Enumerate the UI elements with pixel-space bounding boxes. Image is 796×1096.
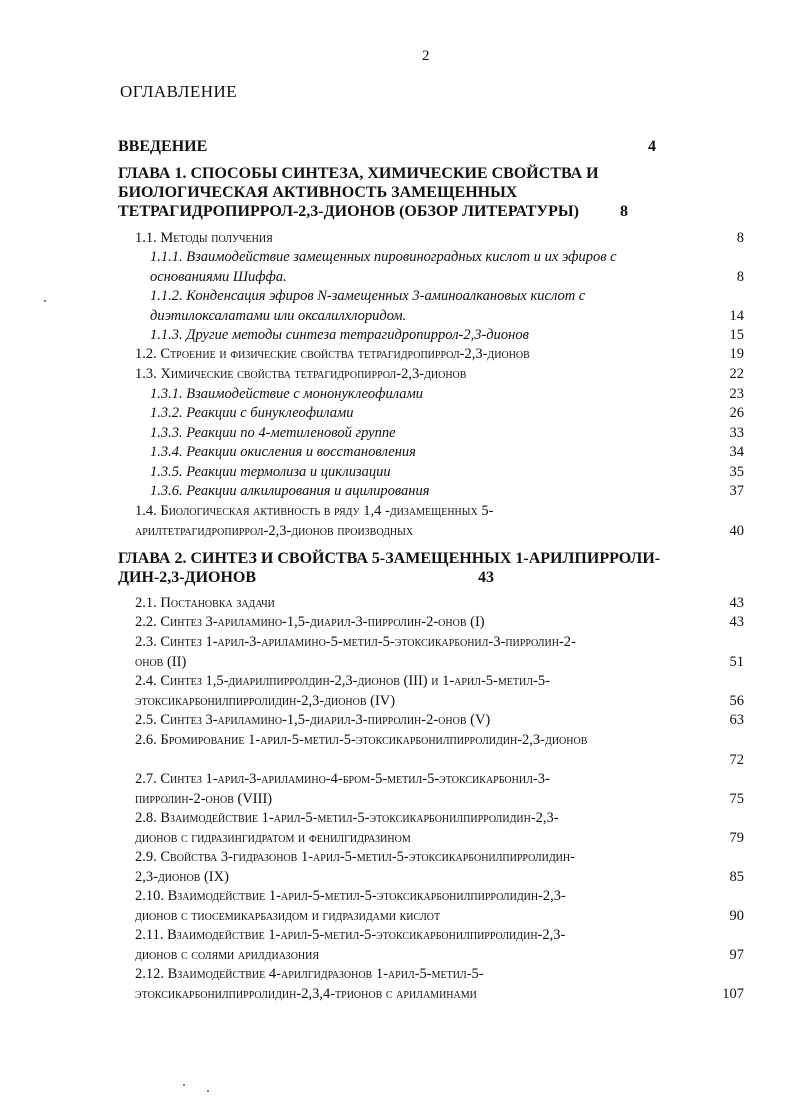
toc-entry-line xyxy=(0,444,796,463)
toc-entry-text: 1.3.6. Реакции алкилирования и ацилирования xyxy=(150,483,430,499)
chapter-1-line: ТЕТРАГИДРОПИРРОЛ-2,3-ДИОНОВ (ОБЗОР ЛИТЕРАТУРЫ) xyxy=(118,203,579,220)
toc-entry-text: 2.3. Синтез 1-арил-3-ариламино-5-метил-5-этоксикарбонил-3-пирролин-2- xyxy=(135,634,576,650)
toc-entry-text: 1.3.1. Взаимодействие с мононуклеофилами xyxy=(150,386,423,402)
toc-entry-line xyxy=(0,230,796,249)
toc-entry-text: пирролин-2-онов (VIII) xyxy=(135,790,273,807)
toc-entry-line xyxy=(0,595,796,614)
toc-entry-page: 37 xyxy=(729,483,744,499)
toc-entry-line xyxy=(0,249,796,268)
toc-entry-line xyxy=(0,464,796,483)
intro-page: 4 xyxy=(648,138,656,155)
toc-entry-line xyxy=(0,830,796,849)
toc-entry-text: 2,3-дионов (IX) xyxy=(135,868,229,885)
toc-entry-page: 63 xyxy=(729,712,744,728)
toc-entry-line xyxy=(0,752,796,771)
toc-entry-text: диэтилоксалатами или оксалилхлоридом. xyxy=(150,307,407,324)
toc-entry-text: 1.3. Химические свойства тетрагидропиррол-2,3-дионов xyxy=(135,366,467,382)
toc-entry-page: 23 xyxy=(729,386,744,402)
toc-entry-page: 8 xyxy=(736,268,744,285)
toc-entry-page: 43 xyxy=(729,614,744,630)
toc-entry-line xyxy=(0,327,796,346)
toc-entry-line xyxy=(0,791,796,810)
toc-entry-page: 40 xyxy=(729,522,744,539)
toc-entry-text: 2.7. Синтез 1-арил-3-ариламино-4-бром-5-метил-5-этоксикарбонил-3- xyxy=(135,771,550,787)
scan-speck xyxy=(207,1090,209,1092)
toc-entry-text: этоксикарбонилпирролидин-2,3-дионов (IV) xyxy=(135,692,396,709)
toc-entry-text: дионов с тиосемикарбазидом и гидразидами кислот xyxy=(135,907,441,924)
toc-entry-text: онов (II) xyxy=(135,653,187,670)
toc-entry-text: 2.4. Синтез 1,5-диарилпирролдин-2,3-дионов (III) и 1-арил-5-метил-5- xyxy=(135,673,550,689)
toc-entry-page: 90 xyxy=(729,907,744,924)
toc-entry-line xyxy=(0,386,796,405)
toc-entry-line xyxy=(0,771,796,790)
toc-entry-page: 56 xyxy=(729,692,744,709)
toc-entry-page: 22 xyxy=(729,366,744,382)
toc-entry-text: 1.3.4. Реакции окисления и восстановления xyxy=(150,444,416,460)
toc-entry-text: этоксикарбонилпирролидин-2,3,4-трионов с ариламинами xyxy=(135,985,477,1002)
toc-entry-page: 35 xyxy=(729,464,744,480)
toc-entry-text: 2.12. Взаимодействие 4-арилгидразонов 1-арил-5-метил-5- xyxy=(135,966,484,982)
toc-entry-text: арилтетрагидропиррол-2,3-дионов производных xyxy=(135,522,414,539)
toc-entry-line xyxy=(0,405,796,424)
chapter-2-line: ГЛАВА 2. СИНТЕЗ И СВОЙСТВА 5-ЗАМЕЩЕННЫХ 1-АРИЛПИРРОЛИ- xyxy=(118,550,661,567)
toc-entry-text: 1.1.3. Другие методы синтеза тетрагидропиррол-2,3-дионов xyxy=(150,327,529,343)
toc-entry-line xyxy=(0,269,796,288)
toc-entry-line xyxy=(0,483,796,502)
chapter-2-page: 43 xyxy=(478,569,494,586)
toc-entry-line xyxy=(0,712,796,731)
toc-entry-text: 1.2. Строение и физические свойства тетрагидропиррол-2,3-дионов xyxy=(135,346,530,362)
chapter-1-page: 8 xyxy=(620,203,628,220)
chapter-1-line: ГЛАВА 1. СПОСОБЫ СИНТЕЗА, ХИМИЧЕСКИЕ СВОЙСТВА И xyxy=(118,165,599,182)
toc-entry-page: 26 xyxy=(729,405,744,421)
toc-entry-text: 2.11. Взаимодействие 1-арил-5-метил-5-этоксикарбонилпирролидин-2,3- xyxy=(135,927,566,943)
toc-entry-text: 1.1.2. Конденсация эфиров N-замещенных 3-аминоалкановых кислот с xyxy=(150,288,586,304)
toc-entry-page: 51 xyxy=(729,653,744,670)
toc-entry-line xyxy=(0,947,796,966)
toc-entry-line xyxy=(0,673,796,692)
toc-entry-line xyxy=(0,849,796,868)
toc-entry-line xyxy=(0,503,796,522)
toc-entry-text: 2.1. Постановка задачи xyxy=(135,595,275,611)
toc-entry-page: 8 xyxy=(736,230,744,246)
toc-entry-page: 85 xyxy=(729,868,744,885)
toc-title: ОГЛАВЛЕНИЕ xyxy=(120,82,238,101)
toc-entry-page: 15 xyxy=(729,327,744,343)
toc-entry-page: 34 xyxy=(729,444,744,460)
toc-entry-text: 1.3.5. Реакции термолиза и циклизации xyxy=(150,464,391,480)
toc-entry-page: 33 xyxy=(729,425,744,441)
toc-entry-line xyxy=(0,732,796,751)
toc-entry-page: 97 xyxy=(729,946,744,963)
toc-entry-line xyxy=(0,523,796,542)
toc-entry-page: 43 xyxy=(729,595,744,611)
chapter-1-heading xyxy=(118,164,599,221)
toc-entry-line xyxy=(0,693,796,712)
toc-entry-line xyxy=(0,614,796,633)
chapter-2-line: ДИН-2,3-ДИОНОВ xyxy=(118,569,257,586)
toc-entry-text: 1.3.3. Реакции по 4-метиленовой группе xyxy=(150,425,396,441)
toc-entry-text: 2.2. Синтез 3-ариламино-1,5-диарил-3-пирролин-2-онов (I) xyxy=(135,614,485,630)
chapter-2-heading xyxy=(118,549,660,587)
toc-entry-text: 1.1. Методы получения xyxy=(135,230,273,246)
toc-entry-text: 1.3.2. Реакции с бинуклеофилами xyxy=(150,405,354,421)
toc-entry-line xyxy=(0,346,796,365)
toc-entry-line xyxy=(0,654,796,673)
intro-label: ВВЕДЕНИЕ xyxy=(118,138,208,155)
toc-entry-text: 1.1.1. Взаимодействие замещенных пировиноградных кислот и их эфиров с xyxy=(150,249,617,265)
toc-entry-page: 107 xyxy=(722,985,744,1002)
toc-entry-page: 72 xyxy=(729,751,744,768)
toc-entry-text: дионов с солями арилдиазония xyxy=(135,946,320,963)
toc-entry-line xyxy=(0,888,796,907)
toc-entry-line xyxy=(0,425,796,444)
toc-entry-text: основаниями Шиффа. xyxy=(150,268,287,285)
toc-entry-line xyxy=(0,308,796,327)
toc-entry-line xyxy=(0,366,796,385)
toc-entry-page: 75 xyxy=(729,790,744,807)
chapter-1-line: БИОЛОГИЧЕСКАЯ АКТИВНОСТЬ ЗАМЕЩЕННЫХ xyxy=(118,184,518,201)
toc-entry-text: дионов с гидразингидратом и фенилгидразином xyxy=(135,829,411,846)
scan-speck xyxy=(183,1084,185,1086)
toc-entry-page: 14 xyxy=(729,307,744,324)
toc-entry-line xyxy=(0,966,796,985)
toc-entry-text: 2.8. Взаимодействие 1-арил-5-метил-5-этоксикарбонилпирролидин-2,3- xyxy=(135,810,559,826)
toc-entry-line xyxy=(0,810,796,829)
toc-entry-line xyxy=(0,288,796,307)
toc-entry-line xyxy=(0,986,796,1005)
toc-entry-line xyxy=(0,869,796,888)
toc-intro xyxy=(118,137,207,156)
toc-entry-text: 1.4. Биологическая активность в ряду 1,4 -дизамещенных 5- xyxy=(135,503,494,519)
toc-entry-page: 19 xyxy=(729,346,744,362)
toc-entry-line xyxy=(0,908,796,927)
toc-entry-text: 2.9. Свойства 3-гидразонов 1-арил-5-метил-5-этоксикарбонилпирролидин- xyxy=(135,849,575,865)
toc-entry-line xyxy=(0,634,796,653)
toc-entry-text: 2.6. Бромирование 1-арил-5-метил-5-этоксикарбонилпирролидин-2,3-дионов xyxy=(135,732,588,748)
scan-speck xyxy=(44,300,46,302)
page-number: 2 xyxy=(422,48,430,64)
toc-entry-page: 79 xyxy=(729,829,744,846)
toc-entry-text: 2.10. Взаимодействие 1-арил-5-метил-5-этоксикарбонилпирролидин-2,3- xyxy=(135,888,566,904)
toc-entry-line xyxy=(0,927,796,946)
toc-entry-text: 2.5. Синтез 3-ариламино-1,5-диарил-3-пирролин-2-онов (V) xyxy=(135,712,491,728)
